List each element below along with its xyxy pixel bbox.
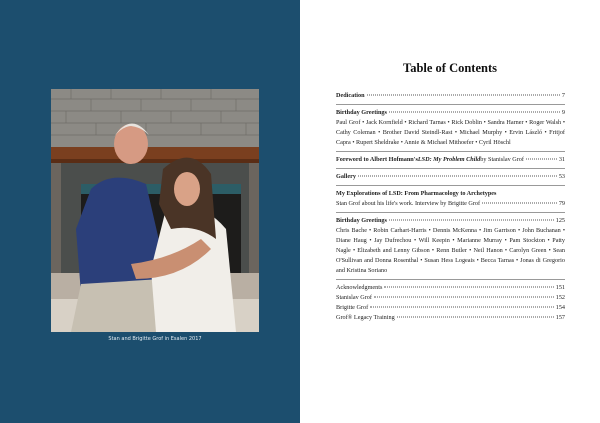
leader-dots	[526, 159, 557, 160]
toc-label-suffix: by Stanislav Grof	[480, 156, 524, 163]
divider	[336, 104, 565, 105]
toc-page-number: 151	[555, 284, 565, 291]
toc-entry-dedication[interactable]	[336, 91, 565, 101]
toc-page-number: 53	[558, 173, 565, 180]
divider	[336, 168, 565, 169]
divider	[336, 212, 565, 213]
divider	[336, 279, 565, 280]
contributor-names: Chris Bache • Robin Carhart-Harris • Dennis McKenna • Jim Garrison • John Buchanan • Diane Haug • Jay Dufrechou • Will Keepin • Marianne Murray • Pam Stockton • Patty Nagle • Elizabeth and Lenny Gibson • Renn Butler • Neil Hanon • Carolyn Green • Sean O'Sullivan and Donna Rosenthal • Susan Hess Logeais • Becca Tarnas • Jonas di Gregorio and Kristina Soriano	[336, 227, 565, 274]
toc-page-number: 154	[555, 304, 565, 311]
leader-dots	[482, 203, 557, 204]
toc-entry-stanislav-grof[interactable]	[336, 293, 565, 303]
leader-dots	[389, 112, 560, 113]
toc-entry-brigitte-grof[interactable]	[336, 303, 565, 313]
toc-entry-acknowledgments[interactable]	[336, 283, 565, 293]
leader-dots	[397, 317, 554, 318]
toc-label-italic: LSD: My Problem Child	[417, 156, 481, 163]
toc-entry-birthday-greetings-1[interactable]	[336, 108, 565, 118]
photo-stan-and-brigitte	[51, 89, 259, 332]
leader-dots	[367, 95, 560, 96]
photo-illustration	[51, 89, 259, 332]
toc-page-number: 9	[561, 109, 565, 116]
toc-label: Brigitte Grof	[336, 304, 369, 311]
toc-entry-explorations[interactable]	[336, 199, 565, 209]
toc-page-number: 157	[555, 314, 565, 321]
toc-subtitle: Stan Grof about his life's work. Interview by Brigitte Grof	[336, 200, 481, 207]
right-page	[300, 0, 600, 423]
toc-entry-gallery[interactable]	[336, 172, 565, 182]
toc-label: Birthday Greetings	[336, 109, 387, 116]
toc-page-number: 31	[558, 156, 565, 163]
toc-entry-explorations-title[interactable]: My Explorations of LSD: From Pharmacology to Archetypes	[336, 190, 497, 197]
leader-dots	[389, 220, 554, 221]
contributor-names: Paul Grof • Jack Kornfield • Richard Tarnas • Rick Doblin • Sandra Harner • Roger Walsh • Cathy Coleman • Brother David Steindl-Rast • Michael Murphy • Ervin László • Fritjof Capra • Rupert Sheldrake • Annie & Michael Mithoefer • Cyril Höschl	[336, 119, 565, 146]
table-of-contents	[336, 91, 565, 323]
toc-label: Birthday Greetings	[336, 217, 387, 224]
toc-page-number: 7	[561, 92, 565, 99]
toc-entry-birthday-greetings-2[interactable]	[336, 216, 565, 226]
photo-caption: Stan and Brigitte Grof in Esalen 2017	[108, 336, 202, 342]
page-title: Table of Contents	[403, 61, 497, 75]
leader-dots	[384, 287, 553, 288]
toc-page-number: 79	[558, 200, 565, 207]
divider	[336, 151, 565, 152]
toc-label: Dedication	[336, 92, 365, 99]
leader-dots	[370, 307, 554, 308]
leader-dots	[358, 176, 557, 177]
toc-label-prefix: Foreword to Albert Hofmann's	[336, 156, 418, 163]
toc-page-number: 152	[555, 294, 565, 301]
leader-dots	[374, 297, 554, 298]
toc-label: Acknowledgments	[336, 284, 383, 291]
toc-entry-legacy-training[interactable]	[336, 313, 565, 323]
divider	[336, 185, 565, 186]
toc-entry-foreword[interactable]	[336, 155, 565, 165]
toc-page-number: 125	[555, 217, 565, 224]
toc-label: Grof® Legacy Training	[336, 314, 395, 321]
toc-label: Stanislav Grof	[336, 294, 372, 301]
toc-label: Gallery	[336, 173, 356, 180]
